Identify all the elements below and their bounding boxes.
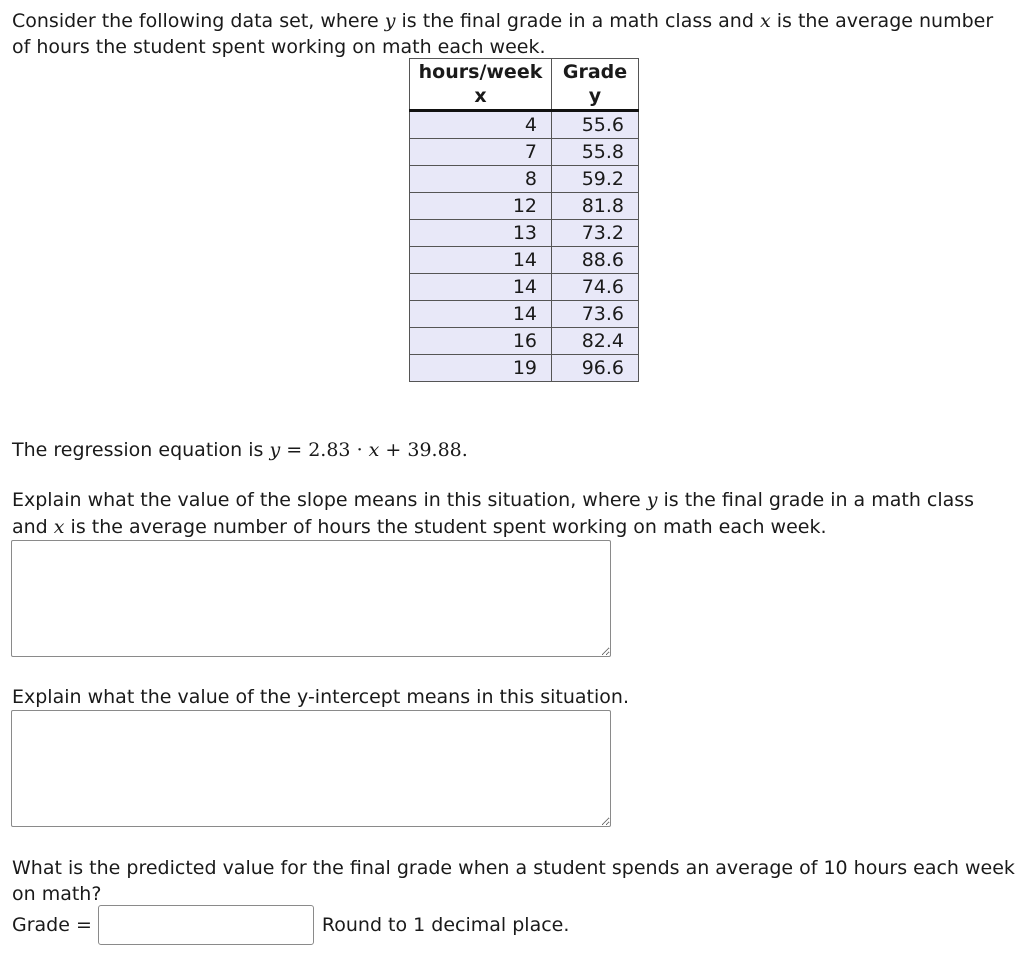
cell-y: 96.6	[552, 355, 639, 382]
var-x: x	[759, 10, 771, 32]
data-table	[409, 58, 639, 382]
cell-y: 74.6	[552, 274, 639, 301]
cell-x: 4	[410, 111, 552, 139]
header-hours: hours/week x	[410, 59, 552, 111]
cell-x: 12	[410, 193, 552, 220]
cell-x: 8	[410, 166, 552, 193]
intercept-value: 39.88	[407, 439, 462, 461]
cell-x: 7	[410, 139, 552, 166]
table-row	[410, 166, 639, 193]
grade-label: Grade =	[12, 914, 92, 936]
table-header-row	[410, 59, 639, 111]
intercept-question: Explain what the value of the y-intercept means in this situation.	[12, 686, 629, 708]
table-row	[410, 220, 639, 247]
cell-x: 19	[410, 355, 552, 382]
cell-y: 88.6	[552, 247, 639, 274]
cell-y: 55.6	[552, 111, 639, 139]
cell-y: 81.8	[552, 193, 639, 220]
var-y: y	[384, 10, 396, 32]
prediction-question: What is the predicted value for the final grade when a student spends an average of 10 hours each week on math?	[12, 857, 1015, 905]
table-row	[410, 301, 639, 328]
grade-input[interactable]	[98, 905, 314, 945]
table-row	[410, 111, 639, 139]
regression-equation: The regression equation is y = 2.83 · x + 39.88.	[12, 439, 468, 461]
table-row	[410, 247, 639, 274]
cell-y: 73.6	[552, 301, 639, 328]
table-row	[410, 193, 639, 220]
cell-y: 55.8	[552, 139, 639, 166]
table-row	[410, 139, 639, 166]
slope-answer-textarea[interactable]	[11, 540, 611, 657]
header-grade: Grade y	[552, 59, 639, 111]
table-row	[410, 274, 639, 301]
cell-x: 14	[410, 274, 552, 301]
cell-y: 73.2	[552, 220, 639, 247]
cell-x: 14	[410, 247, 552, 274]
grade-answer-row	[12, 904, 569, 946]
intercept-answer-textarea[interactable]	[11, 710, 611, 827]
cell-x: 14	[410, 301, 552, 328]
slope-value: 2.83	[308, 439, 351, 461]
cell-y: 59.2	[552, 166, 639, 193]
table-row	[410, 328, 639, 355]
slope-question: Explain what the value of the slope means in this situation, where y is the final grade in a math class and x is the average number of hours the student spent working on math each week.	[12, 489, 975, 538]
intro-text: Consider the following data set, where y is the final grade in a math class and x is the average number of hours the student spent working on math each week.	[12, 10, 994, 58]
cell-x: 16	[410, 328, 552, 355]
round-note: Round to 1 decimal place.	[321, 914, 570, 936]
table-row	[410, 355, 639, 382]
cell-x: 13	[410, 220, 552, 247]
cell-y: 82.4	[552, 328, 639, 355]
